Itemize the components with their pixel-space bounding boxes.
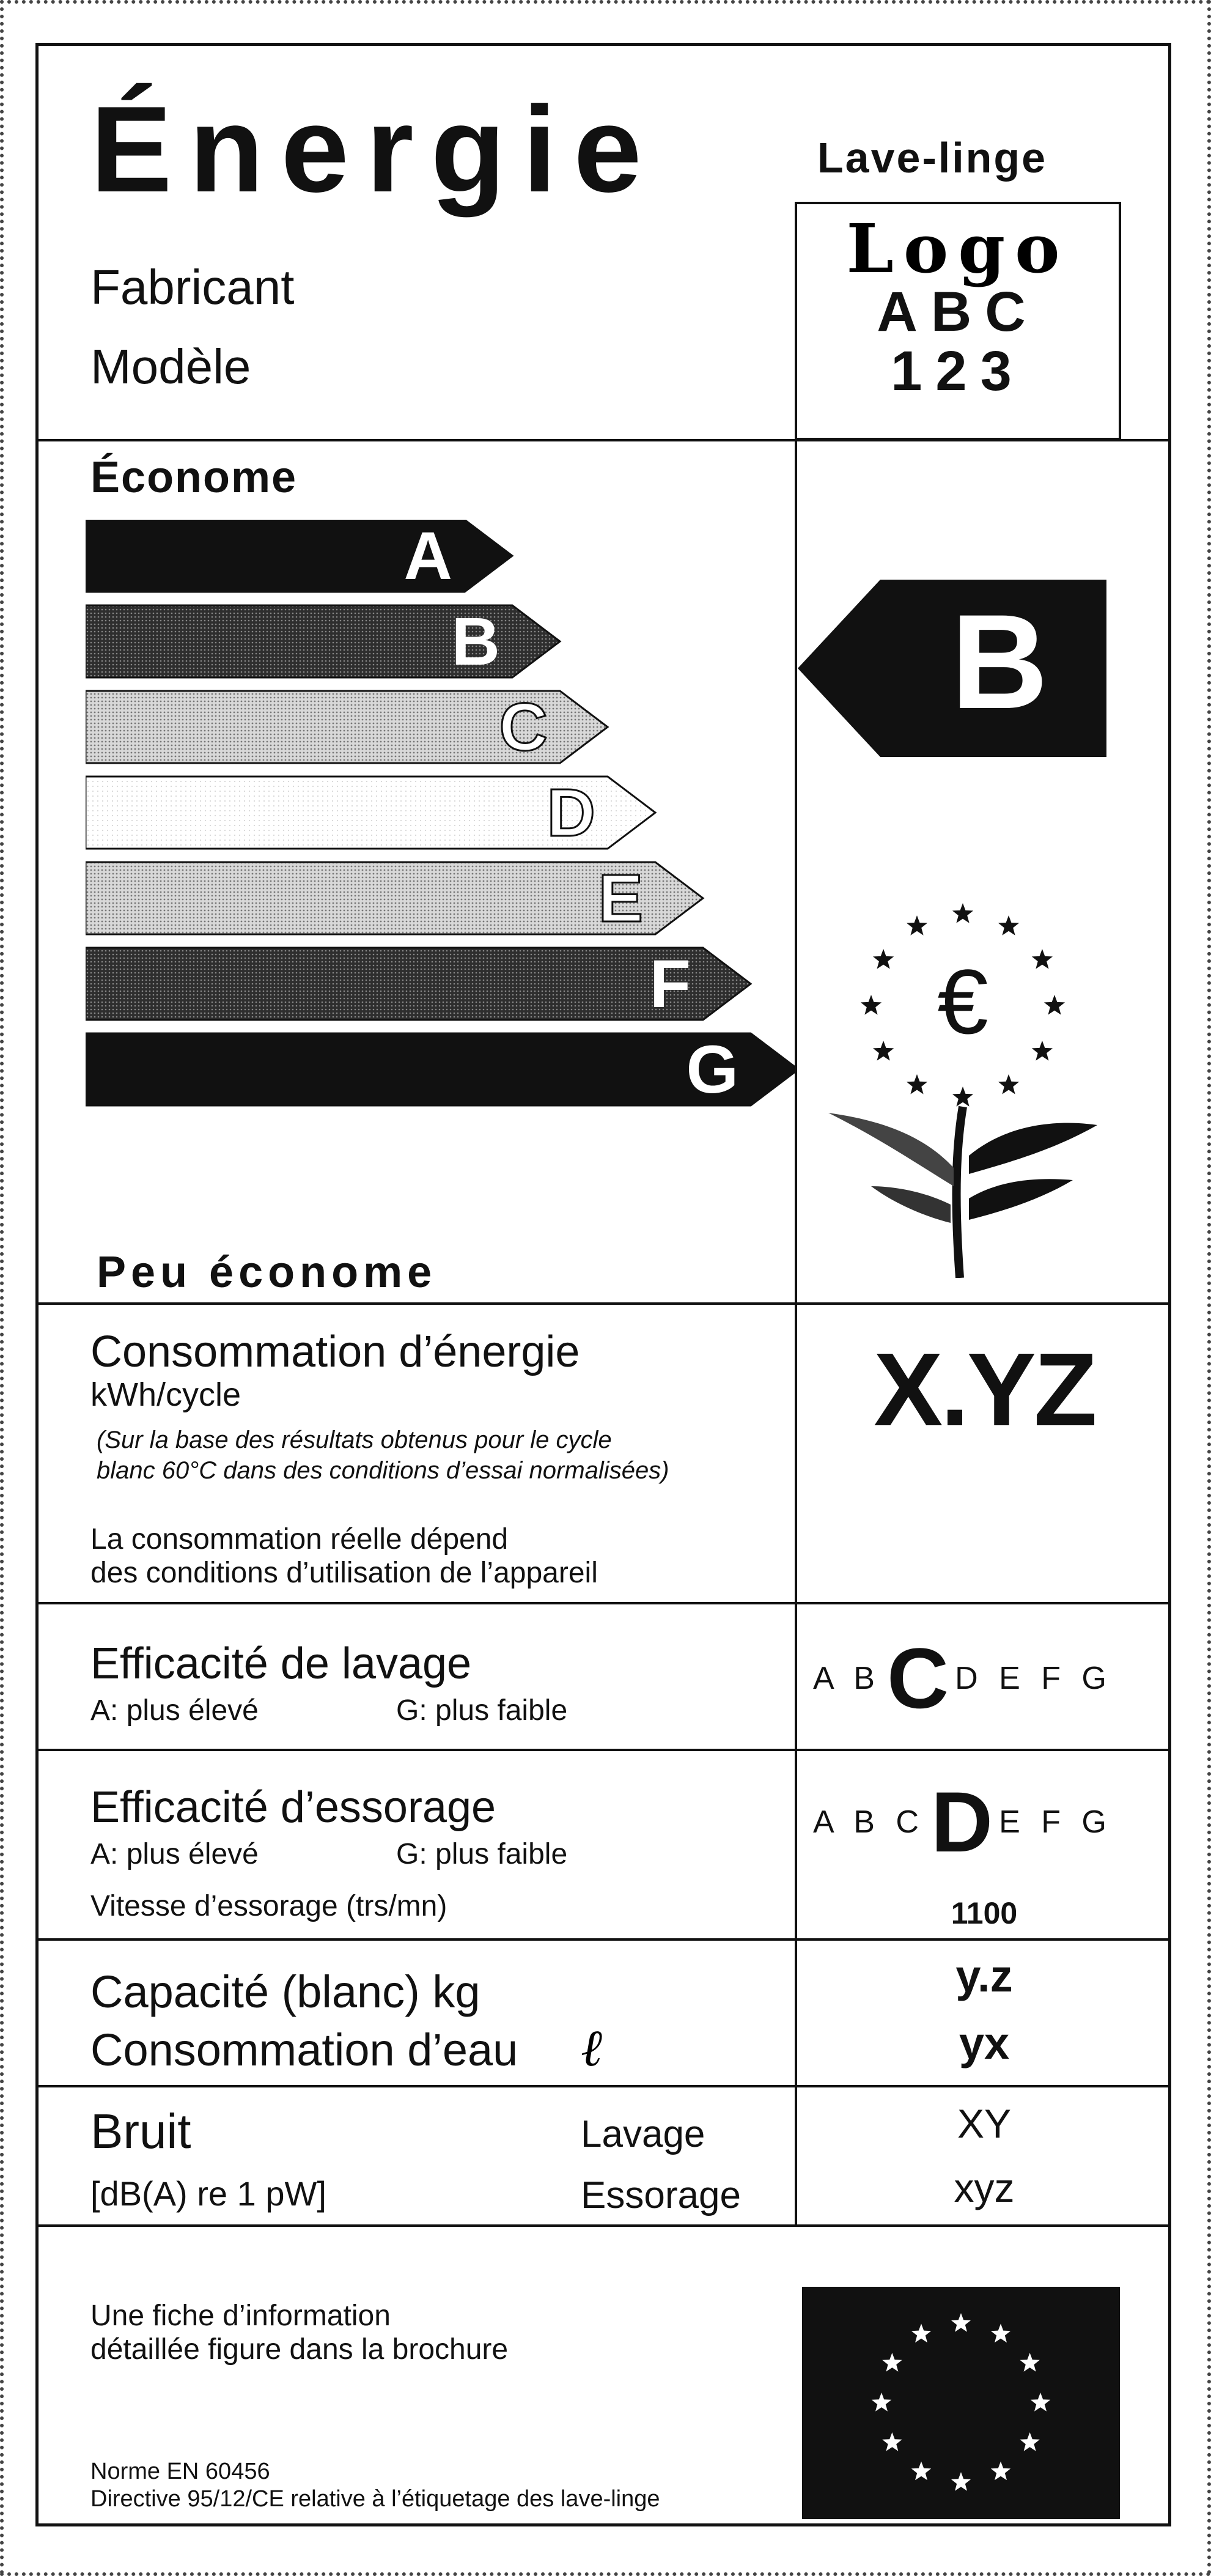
divider-capacity <box>35 2085 1171 2087</box>
noise-spin-value: xyz <box>954 2165 1015 2210</box>
washing-selected-grade: C <box>886 1630 949 1726</box>
energy-consumption-value: X.YZ <box>874 1332 1095 1448</box>
logo-placeholder: Logo <box>846 209 1070 288</box>
divider-energy <box>35 1602 1171 1604</box>
efficiency-arrow-label-d: D <box>547 775 595 851</box>
spin-grades-before: A B C <box>813 1804 925 1840</box>
washing-grade-row <box>813 1630 1113 1726</box>
washing-grades-after: D E F G <box>955 1661 1113 1696</box>
directive-reference: Directive 95/12/CE relative à l’étiquetage des lave-linge <box>90 2486 660 2512</box>
divider-header <box>35 439 1171 441</box>
energy-note-line1: (Sur la base des résultats obtenus pour le cycle <box>97 1426 612 1453</box>
efficiency-arrow-label-a: A <box>403 520 452 594</box>
info-sheet-line1: Une fiche d’information <box>90 2300 391 2332</box>
star-icon <box>998 1074 1019 1094</box>
efficiency-arrow-label-b: B <box>451 604 500 679</box>
scale-top-label: Économe <box>90 453 298 502</box>
star-icon <box>861 995 882 1015</box>
selected-class-indicator <box>798 580 1116 757</box>
divider-washing <box>35 1749 1171 1751</box>
energy-unit: kWh/cycle <box>90 1376 241 1413</box>
spin-efficiency-label: Efficacité d’essorage <box>90 1783 496 1832</box>
energy-note-line2: blanc 60°C dans des conditions d’essai normalisées) <box>97 1457 669 1484</box>
noise-washing-label: Lavage <box>581 2113 705 2155</box>
spin-selected-grade: D <box>930 1774 993 1870</box>
model-label: Modèle <box>90 339 251 394</box>
star-icon <box>1032 1041 1053 1061</box>
washing-grades-before: A B <box>813 1661 881 1696</box>
spin-grade-row <box>813 1776 1113 1868</box>
washing-scale-g: G: plus faible <box>396 1694 568 1727</box>
star-icon <box>873 1041 894 1061</box>
efficiency-arrow-label-g: G <box>686 1032 738 1107</box>
capacity-label: Capacité (blanc) kg <box>90 1966 480 2017</box>
selected-class-letter: B <box>951 586 1048 737</box>
star-icon <box>1044 995 1065 1015</box>
efficiency-arrow-label-e: E <box>598 861 643 936</box>
divider-scale <box>35 1302 1171 1305</box>
appliance-type: Lave-linge <box>817 134 1048 182</box>
scale-bottom-label: Peu économe <box>97 1248 437 1297</box>
spin-scale-g: G: plus faible <box>396 1838 568 1870</box>
star-icon <box>907 915 927 936</box>
efficiency-arrow-label-f: F <box>649 947 691 1022</box>
water-consumption-label: Consommation d’eau <box>90 2024 518 2075</box>
model-code-2: 123 <box>891 339 1025 402</box>
energy-real-line2: des conditions d’utilisation de l’appareil <box>90 1557 598 1589</box>
standard-reference: Norme EN 60456 <box>90 2459 270 2484</box>
star-icon <box>873 949 894 969</box>
model-code-1: ABC <box>877 281 1039 343</box>
water-consumption-value: yx <box>959 2018 1010 2069</box>
noise-unit: [dB(A) re 1 pW] <box>90 2174 326 2213</box>
energy-real-line1: La consommation réelle dépend <box>90 1523 509 1556</box>
washing-efficiency-label: Efficacité de lavage <box>90 1639 472 1688</box>
manufacturer-logo-box <box>795 202 1121 440</box>
efficiency-arrow-label-c: C <box>499 690 548 765</box>
noise-washing-value: XY <box>957 2101 1012 2146</box>
info-sheet-line2: détaillée figure dans la brochure <box>90 2333 509 2366</box>
eu-ecolabel-flower-icon <box>822 887 1103 1278</box>
star-icon <box>998 915 1019 936</box>
capacity-value: y.z <box>955 1950 1013 2001</box>
water-unit: ℓ <box>581 2018 602 2078</box>
spin-speed-value: 1100 <box>951 1896 1018 1930</box>
svg-text:€: € <box>937 950 988 1053</box>
divider-spin <box>35 1938 1171 1941</box>
noise-label: Bruit <box>90 2104 191 2158</box>
washing-scale-a: A: plus élevé <box>90 1694 259 1727</box>
divider-noise <box>35 2224 1171 2227</box>
energy-consumption-label: Consommation d’énergie <box>90 1327 580 1376</box>
efficiency-scale <box>86 520 795 1229</box>
spin-speed-label: Vitesse d’essorage (trs/mn) <box>90 1890 447 1922</box>
star-icon <box>952 903 973 923</box>
star-icon <box>952 1087 973 1107</box>
eu-flag-icon <box>802 2287 1120 2519</box>
star-icon <box>907 1074 927 1094</box>
spin-scale-a: A: plus élevé <box>90 1838 259 1870</box>
manufacturer-label: Fabricant <box>90 260 295 314</box>
spin-grades-after: E F G <box>999 1804 1113 1840</box>
label-title: Énergie <box>90 81 659 218</box>
noise-spin-label: Essorage <box>581 2174 741 2216</box>
star-icon <box>1032 949 1053 969</box>
